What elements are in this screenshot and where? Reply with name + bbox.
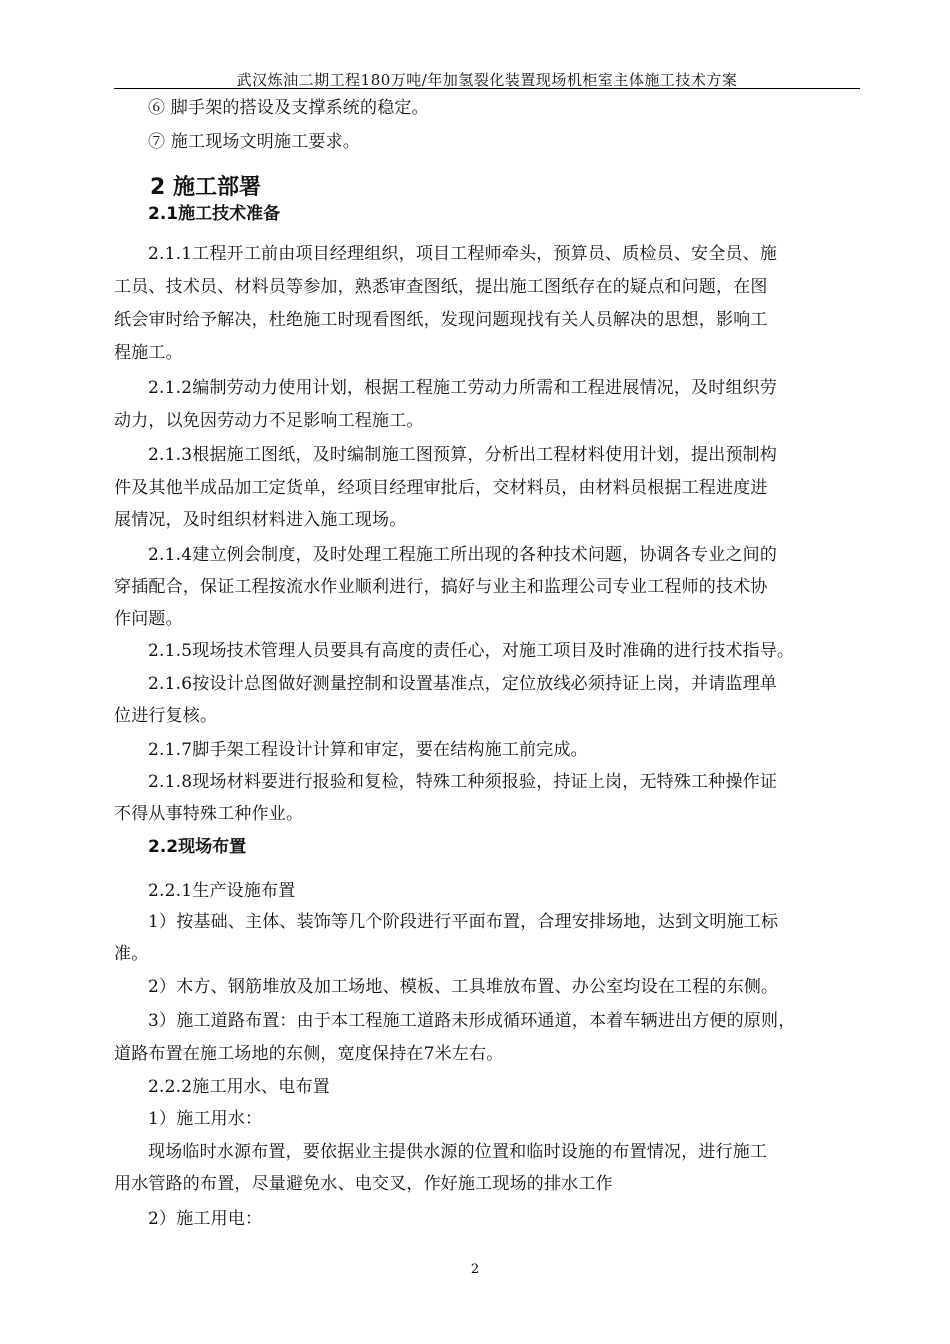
paragraph-line: 2.2.2施工用水、电布置 (148, 1077, 330, 1097)
paragraph-line: 程施工。 (114, 343, 183, 363)
paragraph-line: 动力，以免因劳动力不足影响工程施工。 (114, 411, 424, 431)
running-header: 武汉炼油二期工程180万吨/年加氢裂化装置现场机柜室主体施工技术方案 (236, 71, 738, 89)
paragraph-line: 2.1.5现场技术管理人员要具有高度的责任心，对施工项目及时准确的进行技术指导。 (148, 641, 795, 661)
paragraph-line: 2.1.6按设计总图做好测量控制和设置基准点，定位放线必须持证上岗，并请监理单 (148, 674, 778, 694)
paragraph-line: 1）按基础、主体、装饰等几个阶段进行平面布置，合理安排场地，达到文明施工标 (148, 912, 779, 932)
paragraph-line: 现场临时水源布置，要依据业主提供水源的位置和临时设施的布置情况，进行施工 (148, 1142, 768, 1162)
subsection-heading: 2.1施工技术准备 (148, 204, 281, 224)
section-heading: 2 施工部署 (150, 175, 261, 200)
paragraph-line: 2.1.8现场材料要进行报验和复检，特殊工种须报验，持证上岗，无特殊工种操作证 (148, 772, 778, 792)
paragraph-line: 穿插配合，保证工程按流水作业顺利进行，搞好与业主和监理公司专业工程师的技术协 (114, 577, 768, 597)
paragraph-line: 道路布置在施工场地的东侧，宽度保持在7米左右。 (114, 1044, 504, 1064)
paragraph-line: 2）施工用电： (148, 1209, 263, 1229)
paragraph-line: 2.1.7脚手架工程设计计算和审定，要在结构施工前完成。 (148, 740, 588, 760)
paragraph-line: 2.1.1工程开工前由项目经理组织，项目工程师牵头，预算员、质检员、安全员、施 (148, 244, 778, 264)
paragraph-line: 位进行复核。 (114, 706, 218, 726)
paragraph-line: 2.2.1生产设施布置 (148, 881, 296, 901)
paragraph-line: 不得从事特殊工种作业。 (114, 804, 304, 824)
paragraph-line: 作问题。 (114, 609, 183, 629)
list-item: ⑥ 脚手架的搭设及支撑系统的稳定。 (148, 98, 429, 118)
paragraph-line: 3）施工道路布置：由于本工程施工道路未形成循环通道，本着车辆进出方便的原则， (148, 1011, 796, 1031)
list-item: ⑦ 施工现场文明施工要求。 (148, 132, 361, 152)
paragraph-line: 2.1.4建立例会制度，及时处理工程施工所出现的各种技术问题，协调各专业之间的 (148, 545, 778, 565)
paragraph-line: 准。 (114, 944, 149, 964)
paragraph-line: 用水管路的布置，尽量避免水、电交叉，作好施工现场的排水工作 (114, 1174, 613, 1194)
page-number: 2 (470, 1262, 480, 1277)
paragraph-line: 展情况，及时组织材料进入施工现场。 (114, 510, 407, 530)
subsection-heading: 2.2现场布置 (148, 837, 247, 857)
paragraph-line: 2.1.3根据施工图纸，及时编制施工图预算，分析出工程材料使用计划，提出预制构 (148, 445, 778, 465)
paragraph-line: 件及其他半成品加工定货单，经项目经理审批后，交材料员，由材料员根据工程进度进 (114, 478, 768, 498)
paragraph-line: 纸会审时给予解决，杜绝施工时现看图纸，发现问题现找有关人员解决的思想，影响工 (114, 310, 768, 330)
paragraph-line: 工员、技术员、材料员等参加，熟悉审查图纸，提出施工图纸存在的疑点和问题，在图 (114, 277, 768, 297)
paragraph-line: 1）施工用水： (148, 1109, 263, 1129)
paragraph-line: 2.1.2编制劳动力使用计划，根据工程施工劳动力所需和工程进展情况，及时组织劳 (148, 378, 778, 398)
paragraph-line: 2）木方、钢筋堆放及加工场地、模板、工具堆放布置、办公室均设在工程的东侧。 (148, 977, 779, 997)
header-rule (114, 88, 860, 89)
